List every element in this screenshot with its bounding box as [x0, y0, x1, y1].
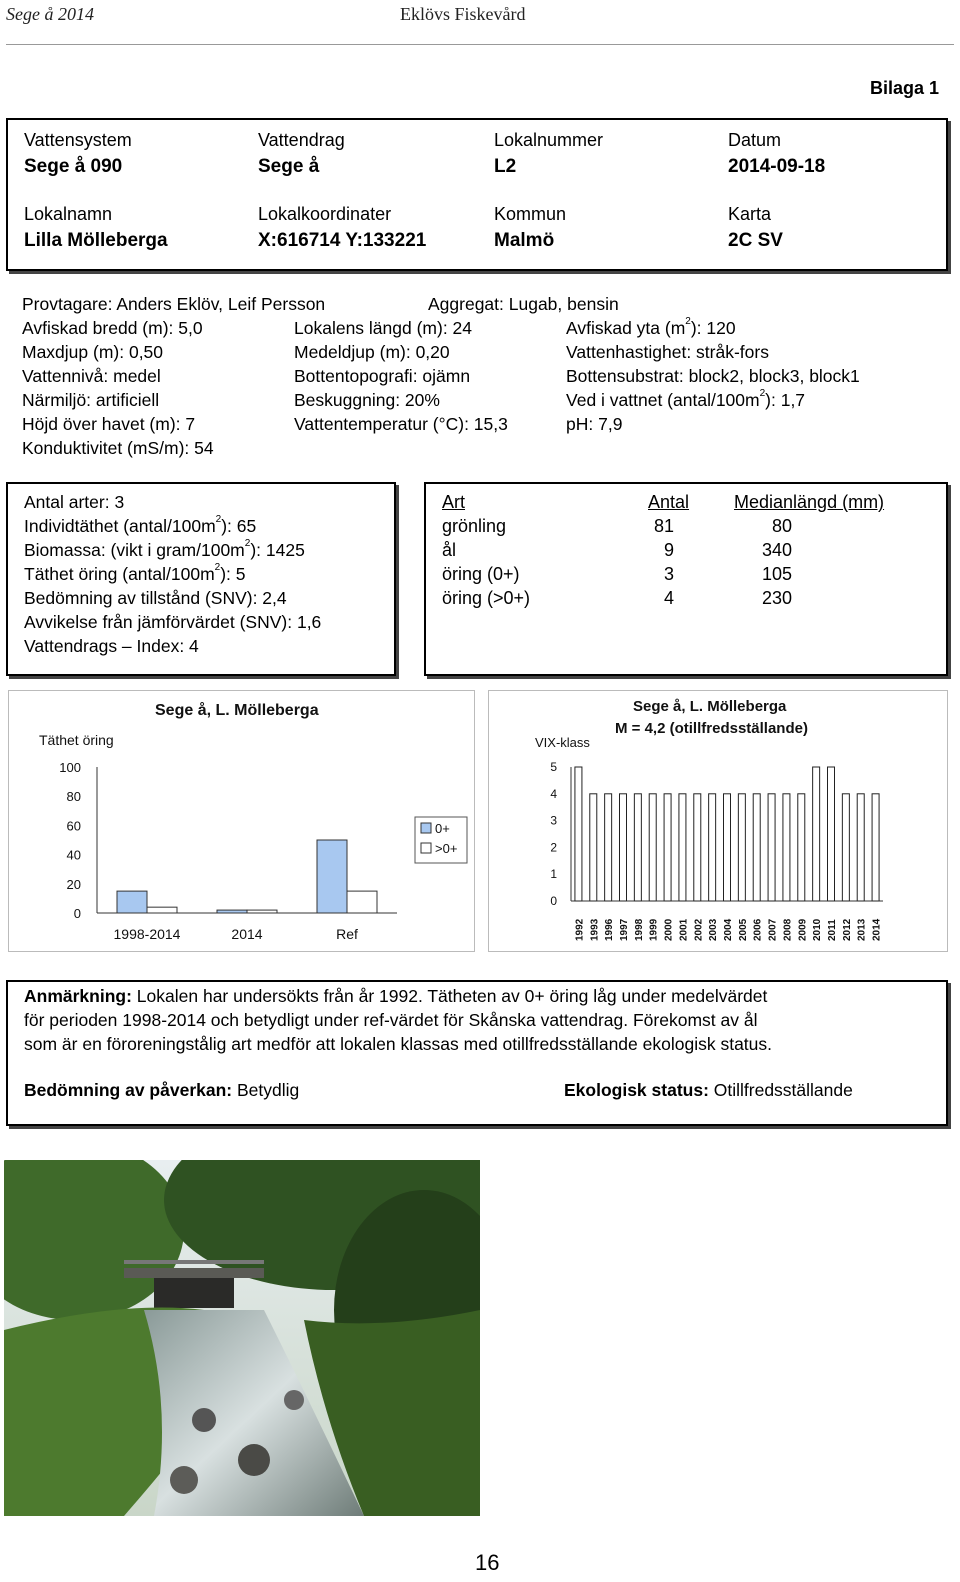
konduktivitet-text: Konduktivitet (mS/m): 54	[22, 438, 214, 458]
lokalnamn-label: Lokalnamn	[24, 204, 113, 224]
vix-bar	[783, 794, 790, 901]
yta-text: Avfiskad yta $(m^2)$: 120	[566, 316, 736, 338]
y-axis-label: Täthet öring	[39, 732, 114, 748]
vix-bar	[694, 794, 701, 901]
topografi-text: Bottentopografi: ojämn	[294, 366, 471, 386]
langd-text: Lokalens längd (m): 24	[294, 318, 473, 338]
karta-label: Karta	[728, 204, 772, 224]
vix-bar	[605, 794, 612, 901]
avvikelse-text: Avvikelse från jämförvärdet (SNV): 1,6	[24, 612, 322, 632]
legend-label: >0+	[435, 841, 458, 856]
row-species: grönling	[442, 516, 507, 536]
x-tick-label: 2001	[678, 918, 690, 941]
chart-title: Sege å, L. Mölleberga	[155, 702, 319, 719]
x-tick-label: 2007	[767, 918, 779, 941]
remarks-line-2: för perioden 1998-2014 och betydligt under ref-värdet för Skånska vattendrag. Förekomst av ål	[24, 1010, 758, 1030]
col-header-median: Medianlängd (mm)	[734, 492, 885, 512]
y-axis-label: VIX-klass	[535, 735, 590, 750]
remarks-box	[6, 980, 948, 1126]
individ-text: Individtäthet $(antal/100m^2)$: 65	[24, 514, 257, 536]
header-left-title: Sege å 2014	[6, 4, 94, 24]
biomassa-text: Biomassa: (vikt i gram/$100m^2$): 1425	[24, 538, 305, 560]
bar-zero-plus	[117, 891, 147, 913]
ph-text: pH: 7,9	[566, 414, 623, 434]
row-count: 4	[664, 588, 675, 608]
provtagare-text: Provtagare: Anders Eklöv, Leif Persson	[22, 294, 326, 314]
header-center-title: Eklövs Fiskevård	[400, 4, 526, 24]
tathet-text: Täthet öring $(antal/100m^2)$: 5	[24, 562, 246, 584]
header-divider	[6, 44, 954, 45]
x-tick-label: Ref	[336, 926, 358, 942]
vix-bar	[679, 794, 686, 901]
y-tick-label: 2	[550, 840, 557, 855]
row-count: 3	[664, 564, 675, 584]
remarks-line-3: som är en föroreningstålig art medför att lokalen klassas med otillfredsställande ekologisk status.	[24, 1034, 773, 1054]
x-tick-label: 2006	[752, 918, 764, 941]
vix-bar	[872, 794, 879, 901]
x-tick-label: 1997	[619, 918, 630, 941]
ved-text: Ved i vattnet $(antal/100m^2)$: 1,7	[566, 388, 806, 410]
y-tick-label: 1	[550, 867, 557, 882]
x-tick-label: 1993	[589, 918, 601, 941]
bedomning-text: Bedömning av tillstånd (SNV): 2,4	[24, 588, 287, 608]
y-tick-label: 60	[66, 818, 81, 834]
y-tick-label: 40	[66, 847, 81, 863]
x-tick-label: 2012	[841, 918, 853, 941]
impact-assessment: Bedömning av påverkan: Betydlig	[24, 1080, 300, 1100]
y-tick-label: 0	[550, 894, 557, 908]
aggregat-text: Aggregat: Lugab, bensin	[428, 294, 619, 314]
row-median: 80	[772, 516, 793, 536]
bar-zero-plus	[217, 910, 247, 913]
bar-older	[247, 910, 277, 913]
kommun-label: Kommun	[494, 204, 567, 224]
vix-bar	[857, 794, 864, 901]
appendix-label: Bilaga 1	[870, 78, 940, 98]
vix-bar	[813, 767, 820, 901]
stream-photo	[4, 1160, 480, 1516]
page-number: 16	[475, 1550, 500, 1575]
kommun-value: Malmö	[494, 230, 555, 251]
legend-label: 0+	[435, 821, 450, 836]
vix-bar	[768, 794, 775, 901]
x-tick-label: 1996	[604, 918, 616, 941]
stream-photo-image	[4, 1160, 480, 1516]
koordinater-value: X:616714 Y:133221	[258, 230, 427, 251]
row-median: 340	[762, 540, 793, 560]
karta-value: 2C SV	[728, 230, 783, 251]
trout-density-chart	[8, 690, 475, 952]
x-tick-label: 2014	[871, 918, 883, 941]
bredd-text: Avfiskad bredd (m): 5,0	[22, 318, 203, 338]
index-text: Vattendrags – Index: 4	[24, 636, 199, 656]
col-header-art: Art	[442, 492, 466, 512]
x-tick-label: 2000	[663, 918, 675, 941]
vix-bar	[590, 794, 597, 901]
vattendrag-value: Sege å	[258, 156, 320, 177]
col-header-antal: Antal	[648, 492, 690, 512]
vix-bar	[724, 794, 731, 901]
row-species: ål	[442, 540, 457, 560]
x-tick-label: 1992	[574, 918, 586, 941]
vattendrag-label: Vattendrag	[258, 130, 345, 150]
medeldjup-text: Medeldjup (m): 0,20	[294, 342, 450, 362]
x-tick-label: 1998	[633, 918, 645, 941]
chart-subtitle: M = 4,2 (otillfredsställande)	[615, 720, 808, 737]
bar-older	[147, 907, 177, 913]
lokalnummer-value: L2	[494, 156, 517, 177]
site-info-box	[6, 118, 948, 271]
x-tick-label: 2010	[812, 918, 824, 941]
vix-bar	[798, 794, 805, 901]
y-tick-label: 0	[73, 906, 81, 921]
row-count: 81	[654, 516, 675, 536]
datum-value: 2014-09-18	[728, 156, 826, 177]
x-tick-label: 1999	[648, 918, 660, 941]
vattensystem-label: Vattensystem	[24, 130, 132, 150]
hastighet-text: Vattenhastighet: stråk-fors	[566, 342, 769, 362]
bar-zero-plus	[317, 840, 347, 913]
row-species: öring (0+)	[442, 564, 520, 584]
ecological-status: Ekologisk status: Otillfredsställande	[564, 1080, 853, 1100]
vix-bar	[842, 794, 849, 901]
beskuggning-text: Beskuggning: 20%	[294, 390, 440, 410]
vix-chart-svg	[489, 691, 947, 951]
datum-label: Datum	[728, 130, 782, 150]
x-tick-label: 2011	[827, 919, 838, 941]
vix-chart	[488, 690, 948, 952]
vix-bar	[634, 794, 641, 901]
x-tick-label: 2013	[856, 918, 868, 941]
vix-bar	[620, 794, 627, 901]
vix-bar	[828, 767, 835, 901]
vix-bar	[649, 794, 656, 901]
lokalnamn-value: Lilla Mölleberga	[24, 230, 168, 251]
chart-title: Sege å, L. Mölleberga	[633, 698, 787, 715]
temp-text: Vattentemperatur (°C): 15,3	[294, 414, 508, 434]
arter-text: Antal arter: 3	[24, 492, 125, 512]
x-tick-label: 2008	[782, 918, 794, 941]
x-tick-label: 2004	[723, 918, 734, 941]
row-species: öring (>0+)	[442, 588, 531, 608]
x-tick-label: 2009	[797, 918, 809, 941]
trout-density-chart-svg	[9, 691, 474, 951]
row-count: 9	[664, 540, 675, 560]
row-median: 230	[762, 588, 793, 608]
vix-bar	[575, 767, 582, 901]
summary-box	[6, 482, 396, 676]
y-tick-label: 100	[59, 760, 81, 775]
x-tick-label: 2002	[693, 918, 705, 941]
vix-bar	[664, 794, 671, 901]
koordinater-label: Lokalkoordinater	[258, 204, 392, 224]
substrat-text: Bottensubstrat: block2, block3, block1	[566, 366, 860, 386]
y-tick-label: 4	[550, 786, 557, 801]
x-tick-label: 2003	[708, 918, 720, 941]
x-tick-label: 1998-2014	[113, 926, 181, 942]
y-tick-label: 20	[66, 876, 81, 892]
bar-older	[347, 891, 377, 913]
legend-swatch	[421, 823, 431, 833]
legend-swatch	[421, 843, 431, 853]
x-tick-label: 2005	[737, 918, 749, 941]
lokalnummer-label: Lokalnummer	[494, 130, 604, 150]
vix-bar	[738, 794, 745, 901]
species-table-box	[424, 482, 948, 676]
vix-bar	[709, 794, 716, 901]
remarks-line-1: Anmärkning: Lokalen har undersökts från år 1992. Tätheten av 0+ öring låg under medelvärdet	[24, 986, 768, 1006]
y-tick-label: 80	[66, 789, 81, 805]
vix-bar	[753, 794, 760, 901]
vattenniva-text: Vattennivå: medel	[22, 366, 161, 386]
maxdjup-text: Maxdjup (m): 0,50	[22, 342, 164, 362]
row-median: 105	[762, 564, 793, 584]
vattensystem-value: Sege å 090	[24, 156, 123, 177]
x-tick-label: 2014	[231, 926, 263, 942]
hojd-text: Höjd över havet (m): 7	[22, 414, 196, 434]
narmiljo-text: Närmiljö: artificiell	[22, 390, 160, 410]
y-tick-label: 5	[550, 760, 557, 774]
y-tick-label: 3	[550, 813, 557, 828]
